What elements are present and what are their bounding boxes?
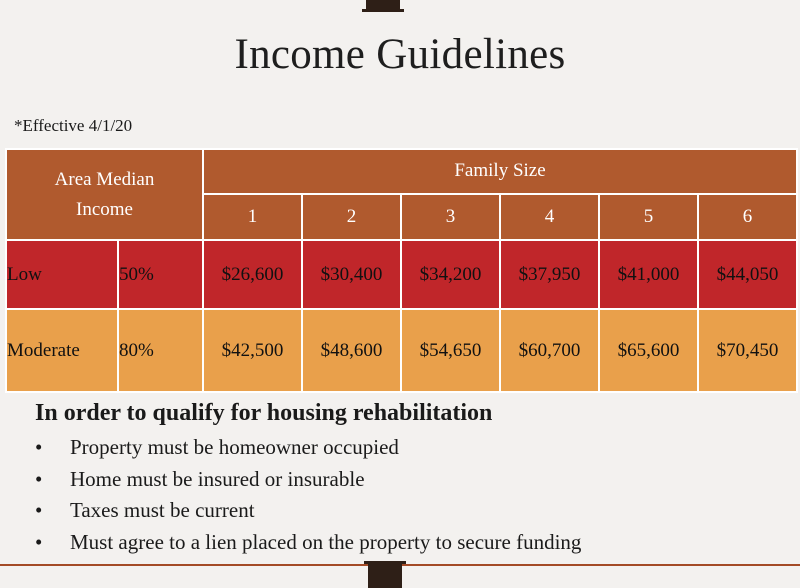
table-cell: $48,600 — [302, 309, 401, 392]
requirements-list — [35, 432, 581, 558]
list-item: • Taxes must be current — [35, 495, 581, 527]
family-size-3: 3 — [401, 194, 500, 240]
requirements-heading: In order to qualify for housing rehabilitation — [35, 400, 493, 426]
table-cell: $70,450 — [698, 309, 797, 392]
row-percent-low: 50% — [118, 240, 203, 309]
table-cell: $34,200 — [401, 240, 500, 309]
family-size-6: 6 — [698, 194, 797, 240]
area-median-income-header: Area Median Income — [6, 149, 203, 240]
table-cell: $41,000 — [599, 240, 698, 309]
family-size-1: 1 — [203, 194, 302, 240]
family-size-4: 4 — [500, 194, 599, 240]
family-size-5: 5 — [599, 194, 698, 240]
table-cell: $60,700 — [500, 309, 599, 392]
bullet-icon: • — [35, 435, 43, 459]
table-cell: $30,400 — [302, 240, 401, 309]
table-cell: $54,650 — [401, 309, 500, 392]
bullet-icon: • — [35, 529, 43, 554]
table-cell: $37,950 — [500, 240, 599, 309]
table-cell: $26,600 — [203, 240, 302, 309]
bullet-icon: • — [35, 466, 43, 491]
table-row — [6, 309, 797, 392]
page-title: Income Guidelines — [234, 31, 566, 78]
table-cell: $44,050 — [698, 240, 797, 309]
family-size-header: Family Size — [203, 149, 797, 194]
list-item: • Property must be homeowner occupied — [35, 432, 581, 464]
table-cell: $42,500 — [203, 309, 302, 392]
bottom-slide-tab — [368, 561, 402, 588]
table-header-row — [6, 149, 797, 194]
row-label-moderate: Moderate — [6, 309, 118, 392]
effective-date: *Effective 4/1/20 — [14, 116, 133, 135]
list-item: • Home must be insured or insurable — [35, 464, 581, 496]
income-table — [5, 148, 798, 393]
list-item: • Must agree to a lien placed on the property to secure funding — [35, 527, 581, 559]
top-slide-tab — [366, 0, 400, 11]
table-row — [6, 240, 797, 309]
bullet-icon: • — [35, 498, 43, 522]
family-size-2: 2 — [302, 194, 401, 240]
row-label-low: Low — [6, 240, 118, 309]
row-percent-moderate: 80% — [118, 309, 203, 392]
table-cell: $65,600 — [599, 309, 698, 392]
